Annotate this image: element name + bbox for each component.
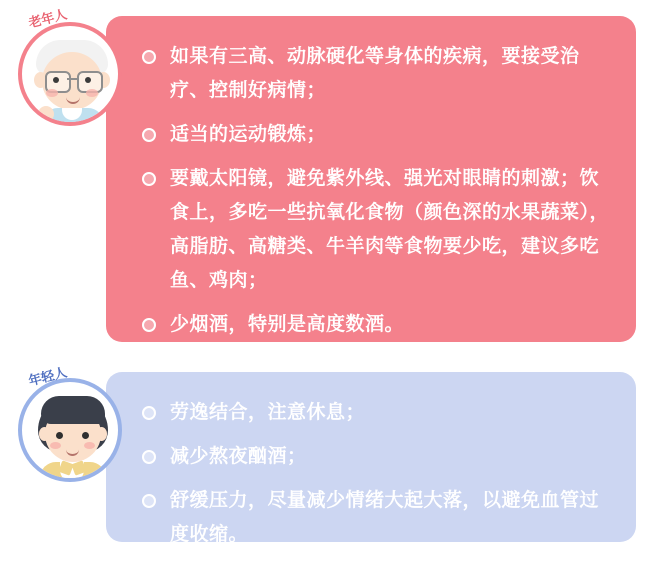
cheek-right-icon xyxy=(84,442,95,449)
list-item xyxy=(142,40,612,108)
elderly-advice-card xyxy=(106,16,636,342)
bullet-dot-icon xyxy=(142,172,156,186)
bullet-dot-icon xyxy=(142,494,156,508)
eye-right-icon xyxy=(82,432,89,439)
list-item-text: 舒缓压力，尽量减少情绪大起大落，以避免血管过度收缩。 xyxy=(170,490,600,545)
list-item xyxy=(142,162,612,298)
bullet-dot-icon xyxy=(142,318,156,332)
list-item xyxy=(142,308,612,342)
cheek-left-icon xyxy=(46,89,58,97)
avatar-image xyxy=(22,26,118,122)
young-man-avatar xyxy=(18,378,122,482)
hand-icon xyxy=(38,106,54,122)
young-advice-card xyxy=(106,372,636,545)
young-badge-label: 年轻人 xyxy=(27,364,69,389)
list-item-text: 要戴太阳镜，避免紫外线、强光对眼睛的刺激；饮食上，多吃一些抗氧化食物（颜色深的水果蔬菜），高脂肪、高糖类、牛羊肉等食物要少吃，建议多吃鱼、鸡肉； xyxy=(170,168,610,291)
elderly-advice-list xyxy=(142,40,612,342)
bullet-dot-icon xyxy=(142,406,156,420)
elderly-badge-label: 老年人 xyxy=(27,6,69,31)
young-advice-list xyxy=(142,396,612,552)
list-item-text: 少烟酒，特别是高度数酒。 xyxy=(170,314,405,335)
eye-left-icon xyxy=(53,77,59,83)
list-item-text: 减少熬夜酗酒； xyxy=(170,446,307,467)
eye-right-icon xyxy=(85,77,91,83)
bullet-dot-icon xyxy=(142,450,156,464)
eye-left-icon xyxy=(56,432,63,439)
bullet-dot-icon xyxy=(142,50,156,64)
bullet-dot-icon xyxy=(142,128,156,142)
list-item-text: 适当的运动锻炼； xyxy=(170,124,327,145)
hair-fringe-icon xyxy=(41,396,105,424)
cheek-left-icon xyxy=(50,442,61,449)
list-item xyxy=(142,396,612,430)
glasses-bridge-icon xyxy=(67,78,77,80)
avatar-image xyxy=(22,382,118,478)
list-item xyxy=(142,484,612,552)
cheek-right-icon xyxy=(86,89,98,97)
list-item-text: 如果有三高、动脉硬化等身体的疾病，要接受治疗、控制好病情； xyxy=(170,46,580,101)
list-item xyxy=(142,118,612,152)
elderly-man-avatar xyxy=(18,22,122,126)
list-item-text: 劳逸结合，注意休息； xyxy=(170,402,366,423)
list-item xyxy=(142,440,612,474)
